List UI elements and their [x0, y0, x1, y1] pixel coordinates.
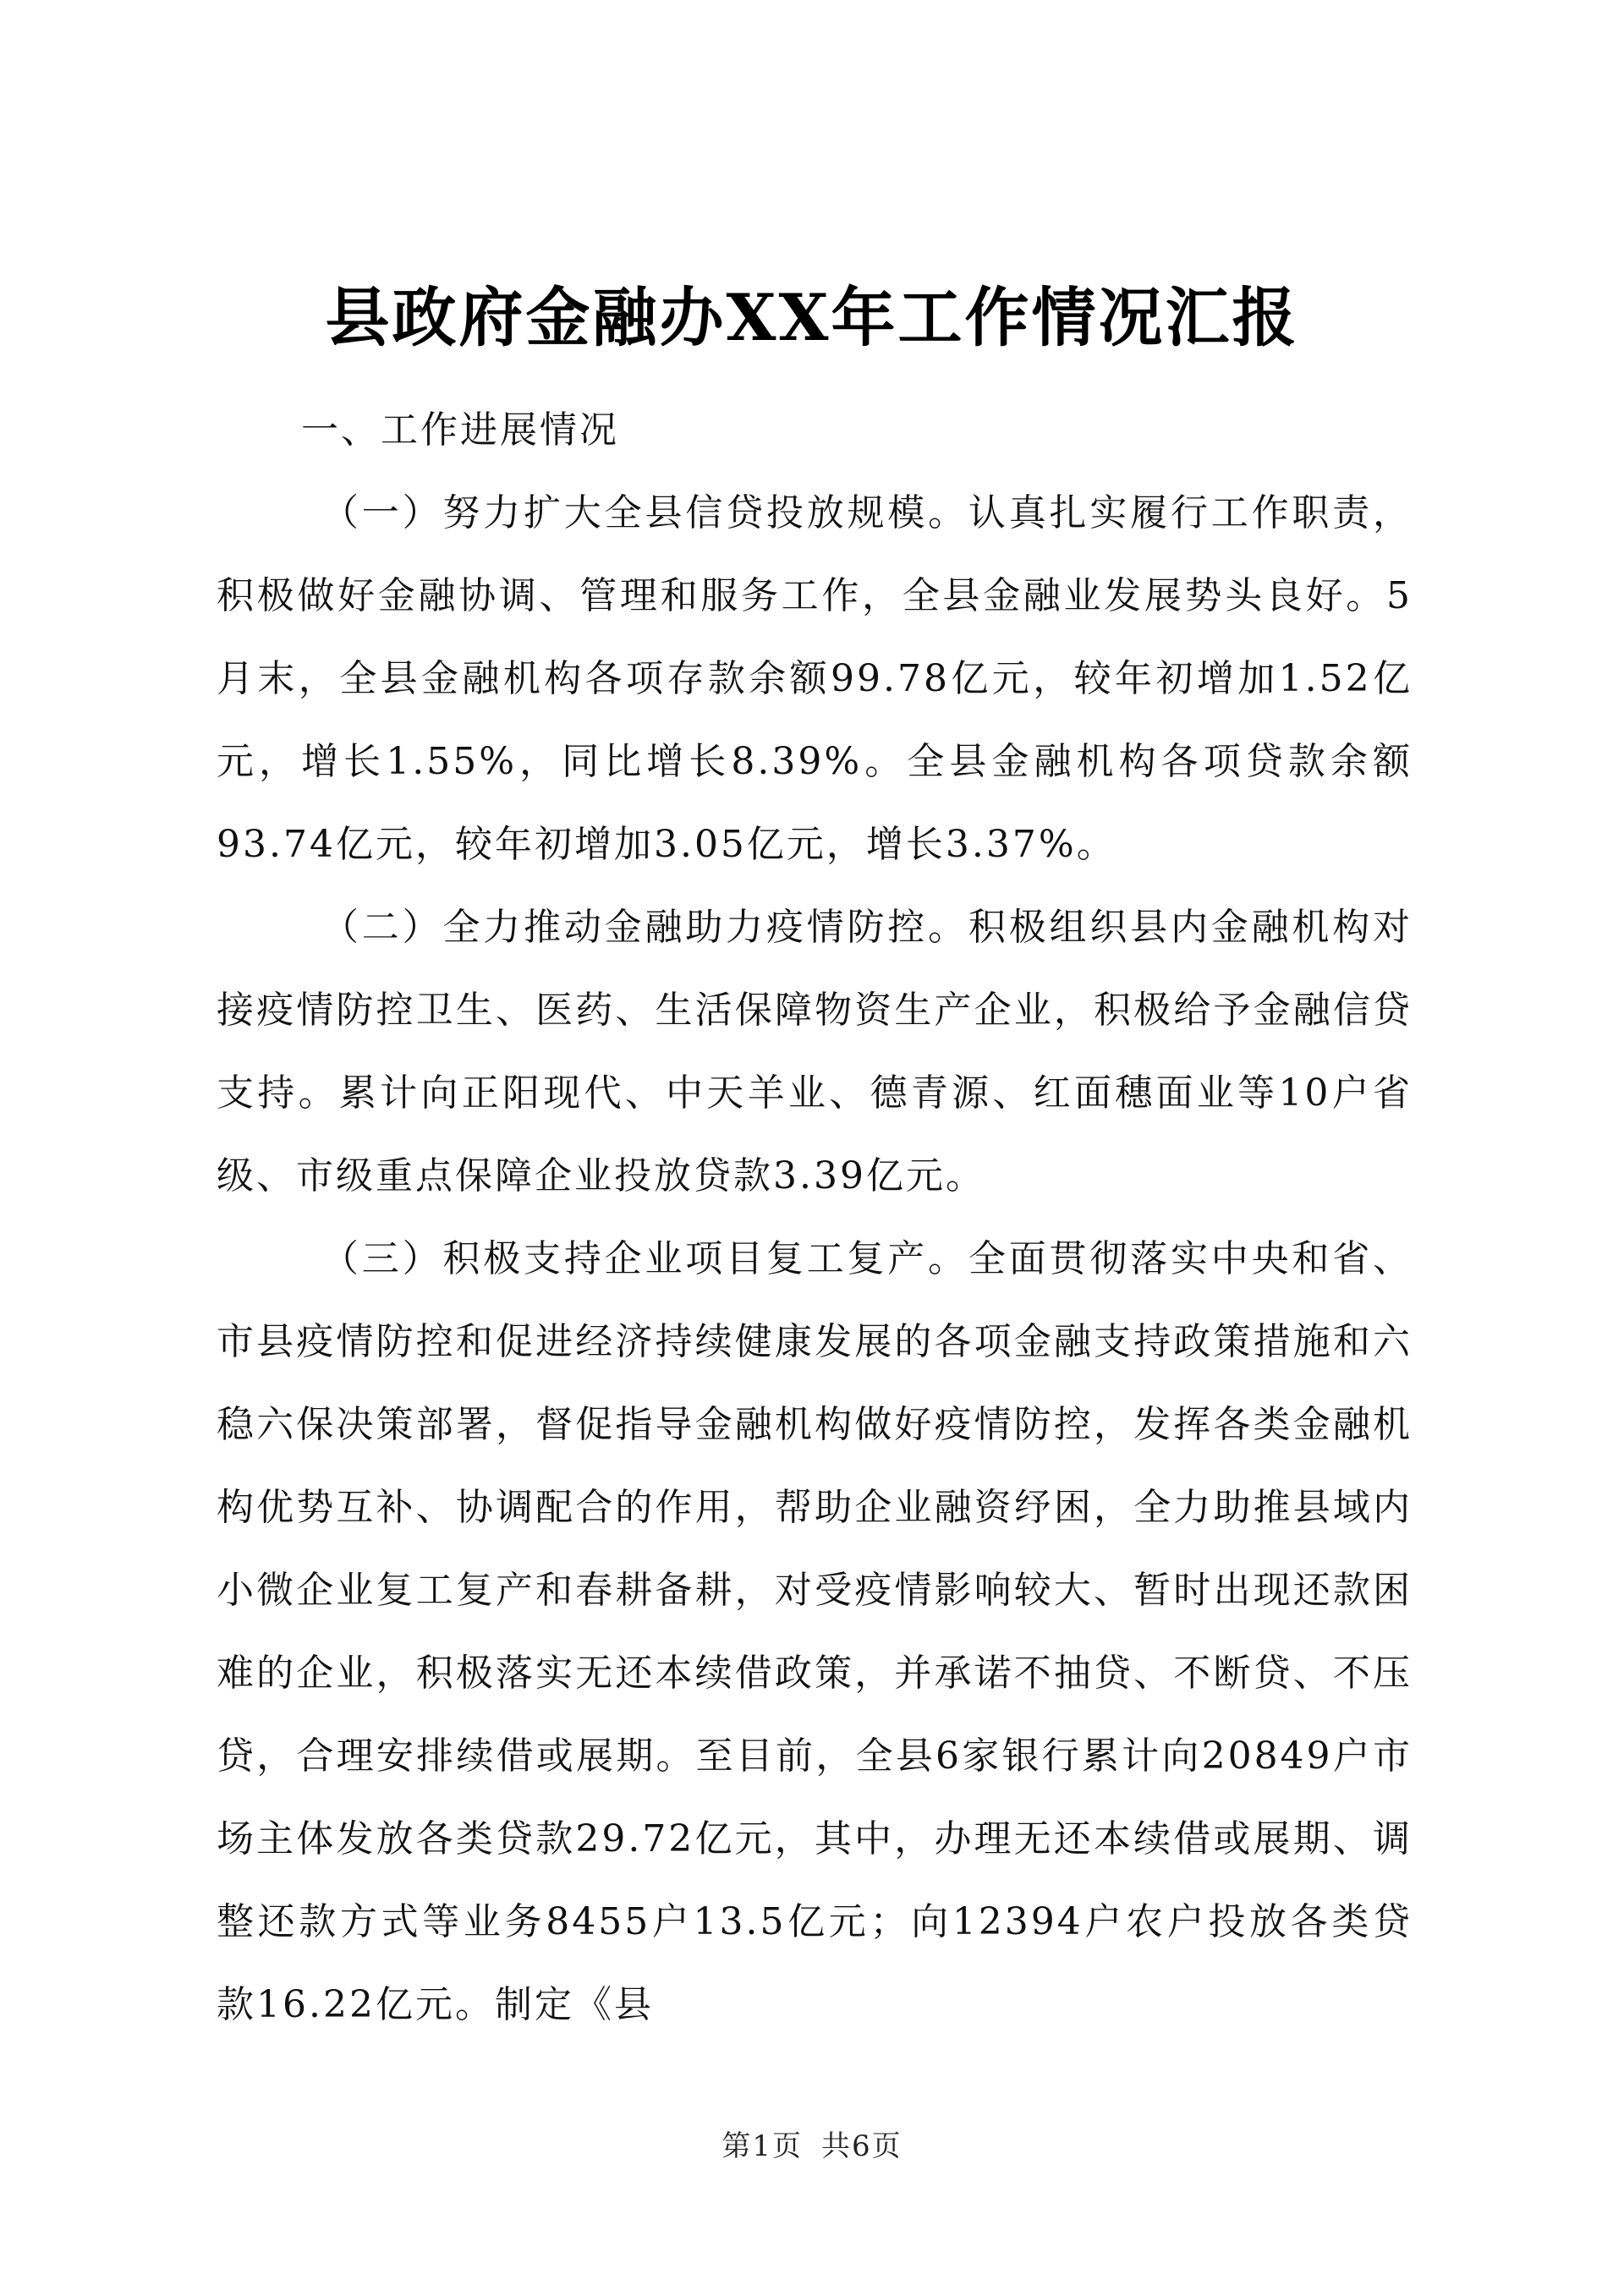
page-number: 第1页 — [721, 2129, 803, 2163]
document-body — [217, 389, 1413, 2047]
paragraph-resumption-support: （三）积极支持企业项目复工复产。全面贯彻落实中央和省、市县疫情防控和促进经济持续健康发展的各项金融支持政策措施和六稳六保决策部署，督促指导金融机构做好疫情防控，发挥各类金融机构优势互补、协调配合的作用，帮助企业融资纾困，全力助推县域内小微企业复工复产和春耕备耕，对受疫情影响较大、暂时出现还款困难的企业，积极落实无还本续借政策，并承诺不抽贷、不断贷、不压贷，合理安排续借或展期。至目前，全县6家银行累计向20849户市场主体发放各类贷款29.72亿元，其中，办理无还本续借或展期、调整还款方式等业务8455户13.5亿元；向12394户农户投放各类贷款16.22亿元。制定《县 — [217, 1237, 1413, 2026]
section-heading: 一、工作进展情况 — [301, 408, 619, 452]
paragraph-epidemic-support: （二）全力推动金融助力疫情防控。积极组织县内金融机构对接疫情防控卫生、医药、生活保障物资生产企业，积极给予金融信贷支持。累计向正阳现代、中天羊业、德青源、红面穗面业等10户省级、市级重点保障企业投放贷款3.39亿元。 — [217, 906, 1413, 1197]
page-footer — [0, 2123, 1624, 2164]
paragraph-credit-scale: （一）努力扩大全县信贷投放规模。认真扎实履行工作职责，积极做好金融协调、管理和服务工作，全县金融业发展势头良好。5月末，全县金融机构各项存款余额99.78亿元，较年初增加1.52亿元，增长1.55%，同比增长8.39%。全县金融机构各项贷款余额93.74亿元，较年初增加3.05亿元，增长3.37%。 — [217, 491, 1413, 866]
page-total: 共6页 — [821, 2129, 903, 2163]
document-title: 县政府金融办XX年工作情况汇报 — [325, 280, 1299, 355]
